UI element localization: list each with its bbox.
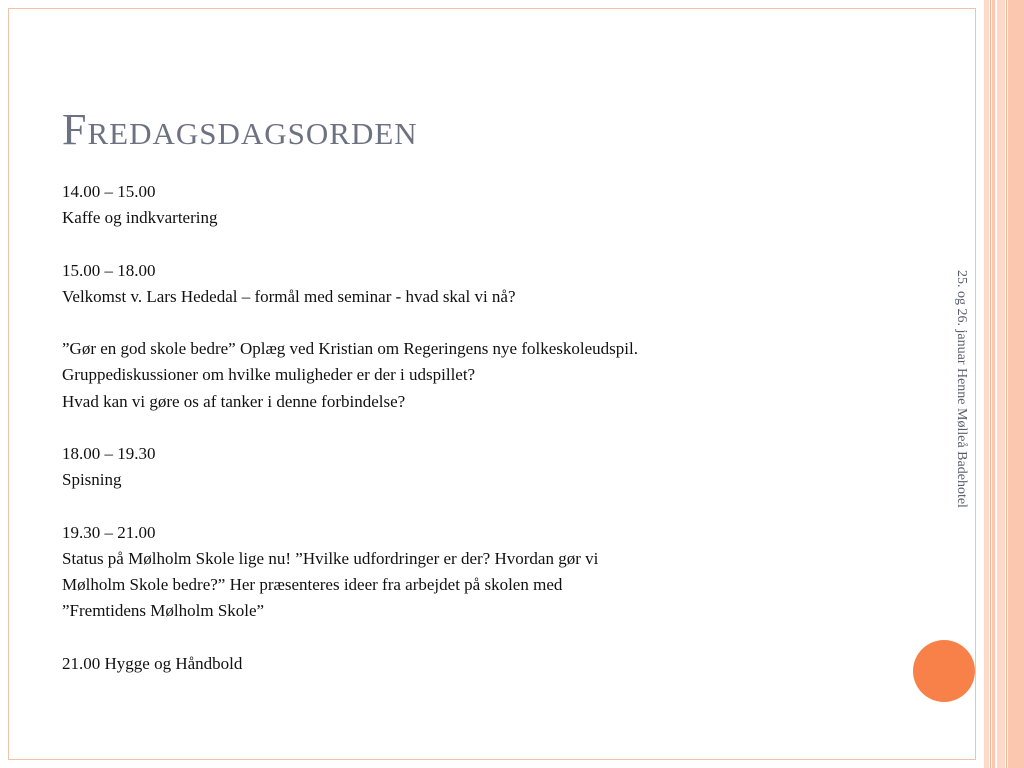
slide-title: Fredagsdagsorden — [62, 105, 418, 154]
agenda-line — [62, 493, 822, 519]
decorative-stripe-divider — [1006, 0, 1007, 768]
decorative-stripe — [984, 0, 989, 768]
agenda-line — [62, 415, 822, 441]
decorative-stripe-divider — [990, 0, 991, 768]
agenda-line: 14.00 – 15.00 — [62, 182, 156, 201]
agenda-line — [62, 310, 822, 336]
agenda-line: Status på Mølholm Skole lige nu! ”Hvilke udfordringer er der? Hvordan gør vi — [62, 548, 599, 568]
agenda-line — [62, 624, 822, 650]
decorative-stripe — [1008, 0, 1024, 768]
agenda-line: Spisning — [62, 470, 122, 490]
agenda-line: 15.00 – 18.00 — [62, 260, 156, 280]
agenda-line — [62, 231, 822, 257]
agenda-line: Gruppediskussioner om hvilke muligheder er der i udspillet? — [62, 365, 476, 385]
agenda-line: ”Gør en god skole bedre” Oplæg ved Kristian om Regeringens nye folkeskoleudspil. — [62, 339, 638, 359]
agenda-line: Kaffe og indkvartering — [62, 208, 218, 228]
decorative-stripe — [992, 0, 995, 768]
agenda-line: Hvad kan vi gøre os af tanker i denne forbindelse? — [62, 391, 406, 411]
decorative-circle — [913, 640, 975, 702]
agenda-line: Mølholm Skole bedre?” Her præsenteres ideer fra arbejdet på skolen med — [62, 574, 563, 594]
agenda-line: 18.00 – 19.30 — [62, 443, 156, 463]
agenda-line: ”Fremtidens Mølholm Skole” — [62, 601, 265, 621]
agenda-line: 21.00 Hygge og Håndbold — [62, 653, 243, 673]
agenda-line: 19.30 – 21.00 — [62, 522, 156, 542]
decorative-stripe — [997, 0, 1005, 768]
footer-date-location: 25. og 26. januar Henne Mølleå Badehotel — [954, 270, 969, 508]
agenda-list — [62, 179, 822, 677]
agenda-line: Velkomst v. Lars Hededal – formål med seminar - hvad skal vi nå? — [62, 286, 516, 306]
